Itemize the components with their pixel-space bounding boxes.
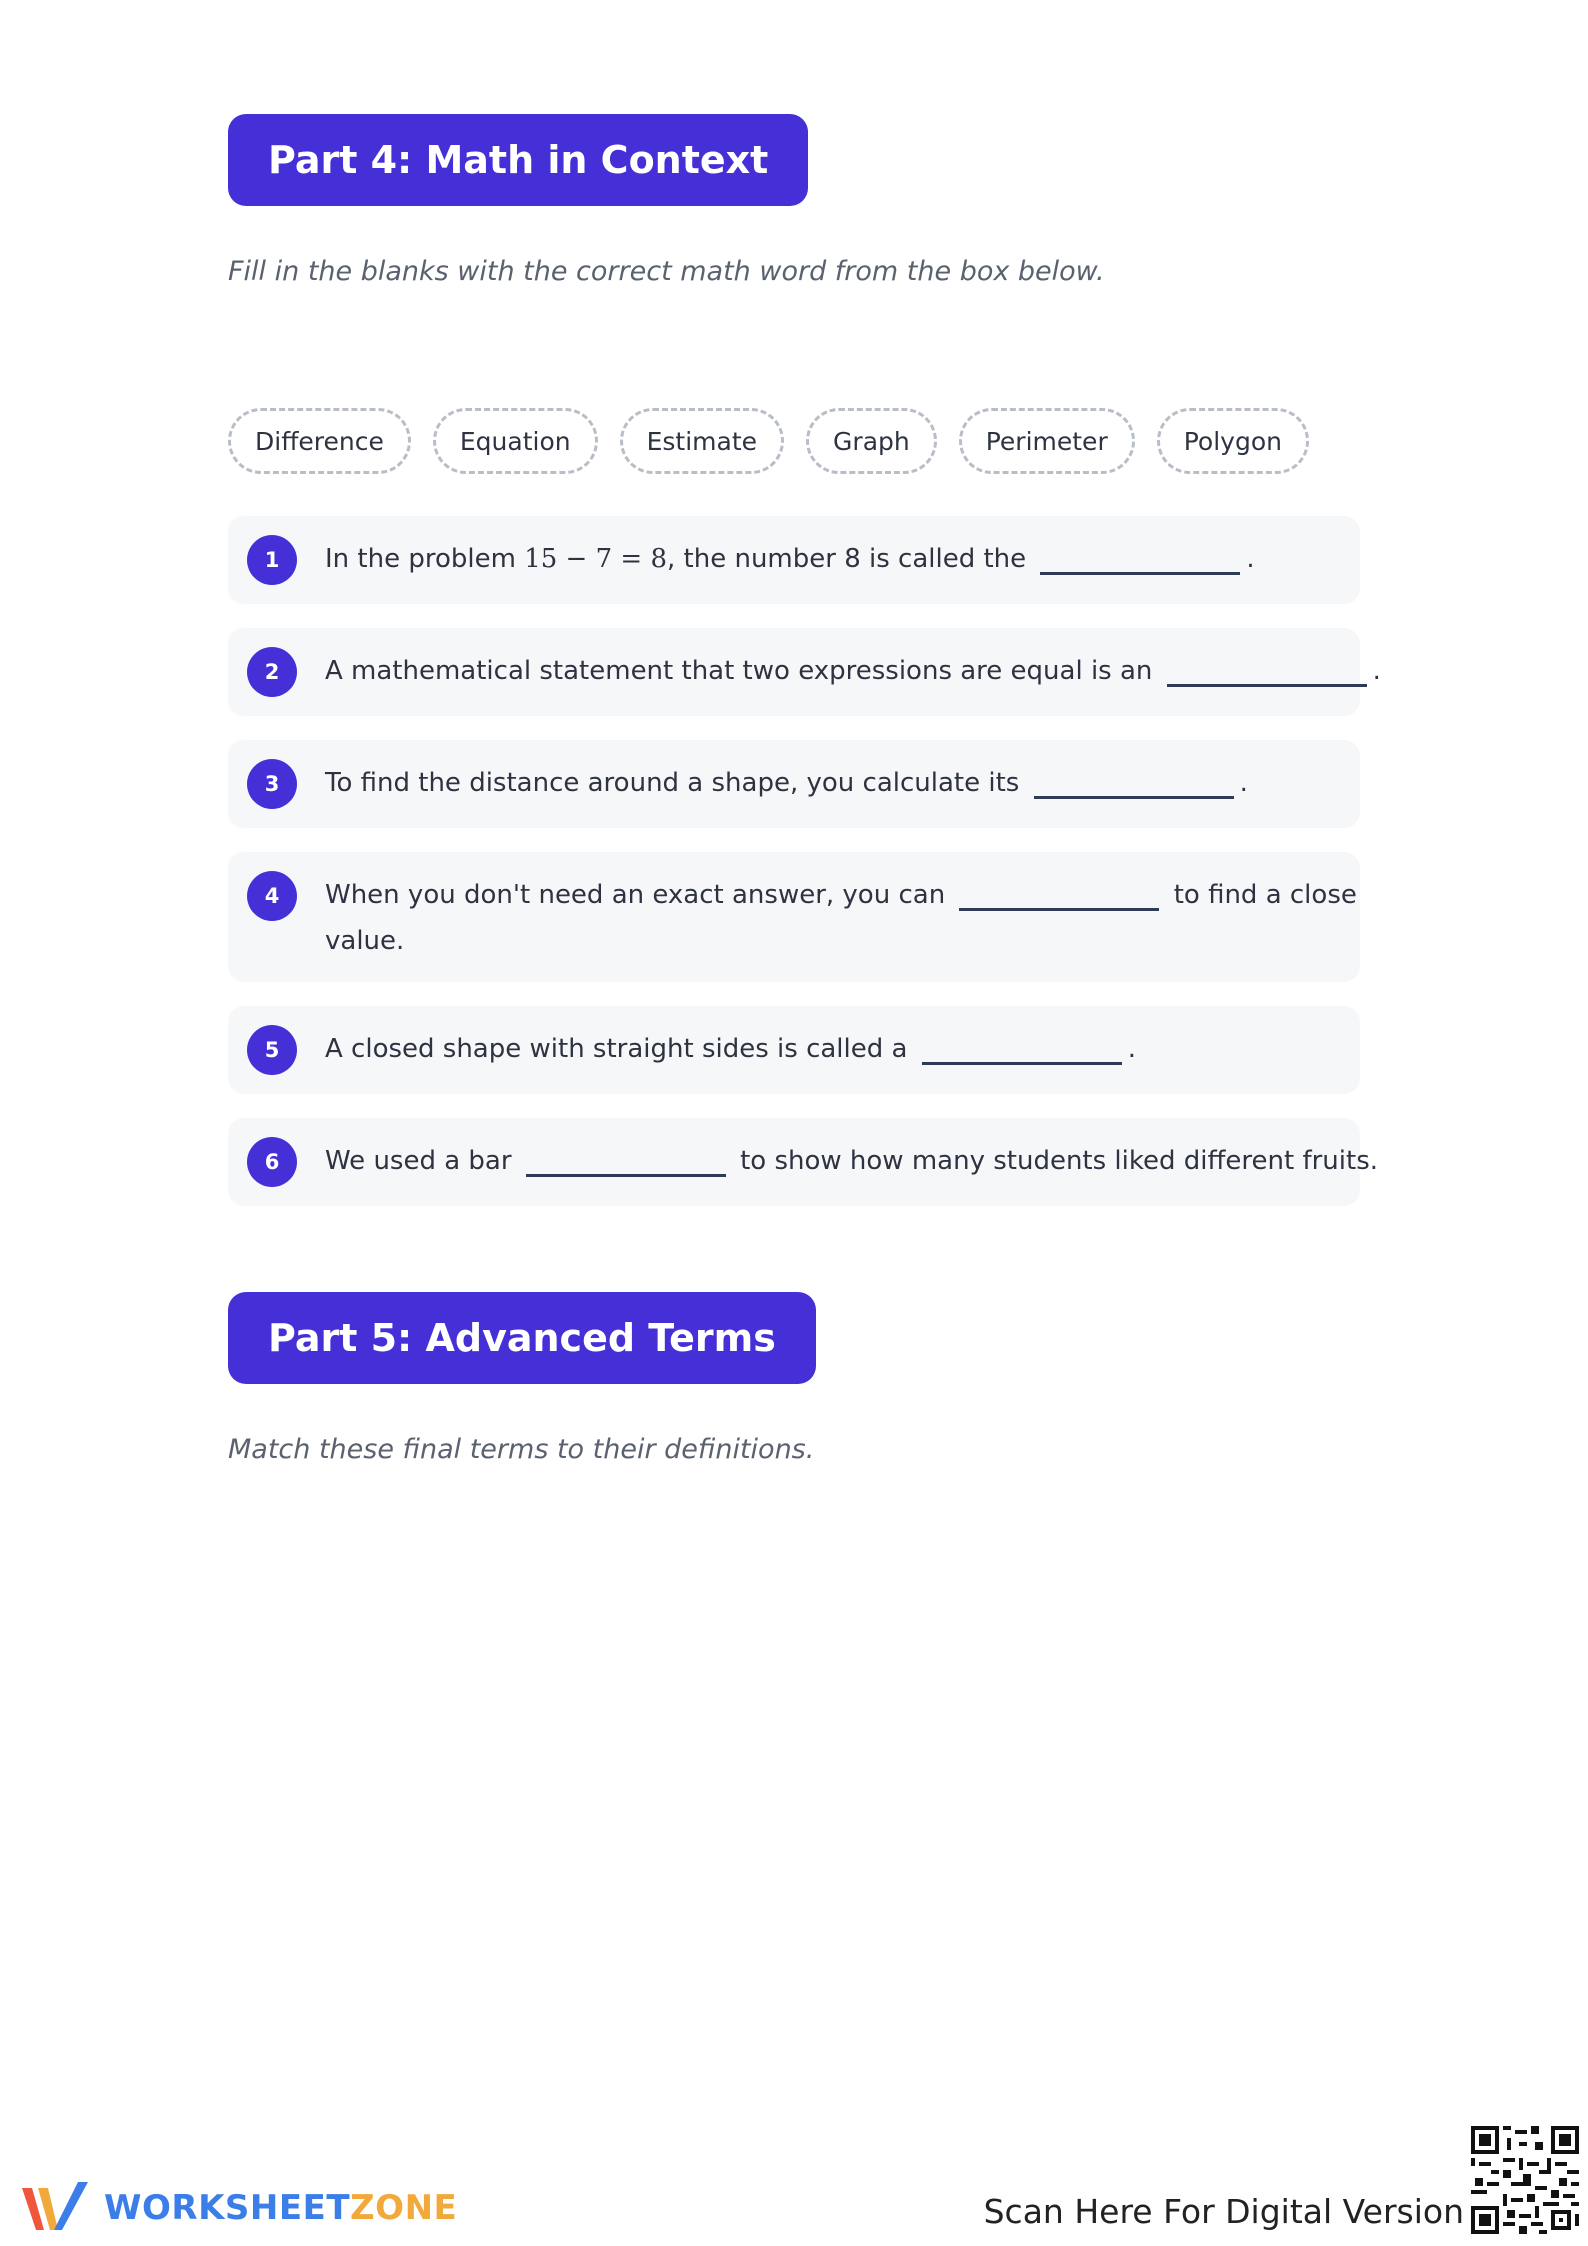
question-number: 5 [247,1025,297,1075]
word-chip-perimeter[interactable]: Perimeter [959,408,1135,474]
question-card-2 [228,628,1381,716]
answer-blank[interactable] [922,1032,1122,1065]
question-text [325,872,1357,964]
question-text-after: . [1127,1034,1136,1064]
question-number: 3 [247,759,297,809]
word-chip-equation[interactable]: Equation [433,408,598,474]
logo-w-icon [18,2178,92,2238]
answer-blank[interactable] [526,1144,726,1177]
question-text [325,648,1381,694]
question-text-after: . [1239,768,1248,798]
word-chip-estimate[interactable]: Estimate [620,408,784,474]
question-text [325,536,1340,582]
question-number: 1 [247,535,297,585]
question-text-before: A closed shape with straight sides is called a [325,1034,908,1064]
question-text-after: to show how many students liked different fruits. [740,1146,1379,1176]
question-text-before: We used a bar [325,1146,512,1176]
word-chip-difference[interactable]: Difference [228,408,411,474]
question-text-before: In the problem [325,544,516,574]
answer-blank[interactable] [1167,654,1367,687]
word-bank [228,408,1309,474]
question-number: 2 [247,647,297,697]
question-text-after: to find a close [1173,880,1357,910]
question-number: 4 [247,871,297,921]
qr-code[interactable] [1471,2125,1579,2235]
question-card-3 [228,740,1360,828]
question-card-1 [228,516,1360,604]
question-card-6 [228,1118,1379,1206]
worksheetzone-logo[interactable] [18,2178,457,2238]
word-chip-graph[interactable]: Graph [806,408,937,474]
question-text [325,1138,1379,1184]
question-text [325,1026,1340,1072]
part4-instruction: Fill in the blanks with the correct math word from the box below. [228,256,1105,287]
question-text-middle: , the number 8 is called the [667,544,1027,574]
question-text-line2: value. [325,926,405,956]
question-text-before: To find the distance around a shape, you calculate its [325,768,1020,798]
answer-blank[interactable] [1040,542,1240,575]
part5-instruction: Match these final terms to their definitions. [228,1434,815,1465]
question-text [325,760,1340,806]
part4-title: Part 4: Math in Context [228,114,808,206]
question-text-after: . [1372,656,1381,686]
question-text-after: . [1246,544,1255,574]
math-expression: 15 − 7 = 8 [524,544,667,574]
answer-blank[interactable] [1034,766,1234,799]
question-text-before: When you don't need an exact answer, you can [325,880,946,910]
logo-text: WORKSHEETZONE [104,2188,458,2228]
part5-title: Part 5: Advanced Terms [228,1292,816,1384]
word-chip-polygon[interactable]: Polygon [1157,408,1309,474]
scan-instruction: Scan Here For Digital Version [983,2192,1464,2231]
question-card-5 [228,1006,1360,1094]
question-card-4 [228,852,1360,982]
answer-blank[interactable] [959,878,1159,911]
question-text-before: A mathematical statement that two expressions are equal is an [325,656,1153,686]
question-number: 6 [247,1137,297,1187]
